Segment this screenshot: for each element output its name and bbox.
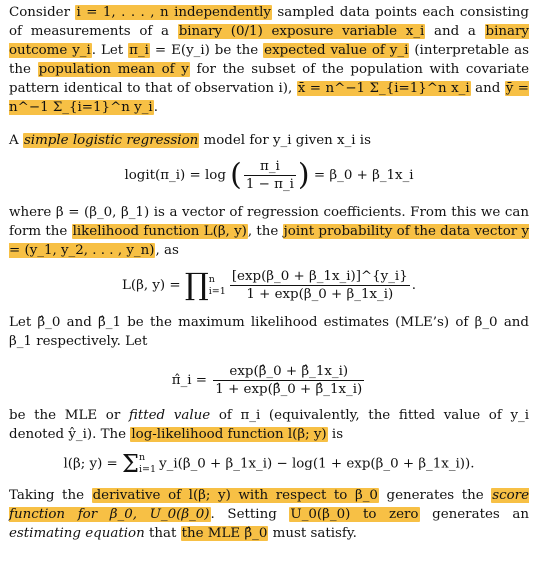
text-run: generates the bbox=[378, 488, 492, 503]
highlighted-phrase: score function for β_0, U_0(β_0) bbox=[9, 488, 530, 522]
eq4-sum-symbol: Σ bbox=[122, 450, 140, 478]
eq1-open-paren: ( bbox=[230, 157, 242, 193]
eq2-fraction bbox=[230, 268, 410, 303]
highlighted-phrase: simple logistic regression bbox=[23, 133, 199, 148]
highlighted-phrase: U_0(β_0) to zero bbox=[290, 507, 419, 522]
eq2-period: . bbox=[411, 278, 417, 293]
equation-fitted-value bbox=[9, 363, 529, 398]
text-run: = E(y_i) be the bbox=[149, 43, 264, 58]
highlighted-phrase: ȳ = n^−1 Σ_{i=1}^n y_i bbox=[9, 81, 530, 115]
text-run: , as bbox=[155, 243, 179, 258]
highlighted-phrase: i = 1, . . . , n independently bbox=[76, 5, 271, 20]
eq4-lower-limit: i=1 bbox=[139, 464, 157, 475]
eq3-lhs: π̂_i = bbox=[171, 373, 208, 388]
text-run: for the subset of the population with covariate pattern identical to that of observation i), bbox=[9, 62, 530, 96]
text-run: where β = (β_0, β_1) is a vector of regression coefficients. From this we can form the bbox=[9, 205, 529, 239]
paragraph-score bbox=[9, 486, 529, 543]
text-run: and bbox=[470, 81, 505, 96]
text-run: generates an bbox=[419, 507, 529, 522]
eq2-lower-limit: i=1 bbox=[208, 285, 226, 297]
text-run: . bbox=[153, 100, 158, 115]
eq2-numerator: [exp(β_0 + β_1x_i)]^{y_i} bbox=[231, 269, 408, 284]
text-run: sampled data points each consisting of measurements of a bbox=[9, 5, 529, 39]
document-body bbox=[9, 3, 529, 543]
highlighted-phrase: expected value of y_i bbox=[264, 43, 409, 58]
text-run: (interpretable as the bbox=[9, 43, 530, 77]
paragraph-mle bbox=[9, 313, 529, 351]
eq1-close-paren: ) bbox=[297, 157, 310, 193]
text-run: Consider bbox=[9, 5, 76, 20]
text-run: that bbox=[144, 526, 181, 541]
eq4-body: y_i(β_0 + β_1x_i) − log(1 + exp(β_0 + β_1x_i)). bbox=[159, 456, 475, 472]
highlighted-phrase: x̄ = n^−1 Σ_{i=1}^n x_i bbox=[297, 81, 470, 96]
highlighted-phrase: derivative of l(β; y) with respect to β_0 bbox=[92, 488, 378, 503]
equation-log-likelihood bbox=[9, 452, 529, 476]
text-run: estimating equation bbox=[9, 526, 145, 541]
paragraph-fitted bbox=[9, 406, 529, 444]
eq2-upper-limit: n bbox=[208, 273, 215, 285]
highlighted-phrase: likelihood function L(β, y) bbox=[72, 224, 247, 239]
paragraph-likelihood bbox=[9, 203, 529, 260]
eq1-fraction bbox=[244, 158, 296, 193]
equation-likelihood bbox=[9, 268, 529, 303]
text-run: Let β̂_0 and β̂_1 be the maximum likelihood estimates (MLE’s) of β_0 and β_1 respectively. Let bbox=[9, 315, 529, 349]
text-run: . Let bbox=[91, 43, 129, 58]
paragraph-definitions bbox=[9, 3, 529, 117]
highlighted-phrase: log-likelihood function l(β; y) bbox=[131, 427, 327, 442]
highlighted-phrase: π_i bbox=[129, 43, 149, 58]
eq1-lhs: logit(π_i) = log bbox=[124, 168, 226, 183]
text-run: , the bbox=[247, 224, 283, 239]
text-run: fitted value bbox=[128, 408, 211, 423]
text-run: model for y_i given x_i is bbox=[199, 133, 371, 148]
text-run: of π_i (equivalently, the fitted value of y_i denoted ŷ_i). The bbox=[9, 408, 530, 442]
eq2-product-symbol: ∏ bbox=[184, 267, 209, 303]
eq3-denominator: 1 + exp(β̂_0 + β̂_1x_i) bbox=[215, 382, 363, 397]
eq1-denominator: 1 − π_i bbox=[245, 177, 294, 192]
text-run: must satisfy. bbox=[268, 526, 357, 541]
eq4-upper-limit: n bbox=[139, 452, 146, 463]
highlighted-phrase: joint probability of the data vector y = (y_1, y_2, . . . , y_n) bbox=[9, 224, 530, 258]
text-run: Taking the bbox=[9, 488, 92, 503]
eq2-denominator: 1 + exp(β_0 + β_1x_i) bbox=[246, 287, 394, 302]
eq1-numerator: π_i bbox=[244, 158, 296, 176]
text-run: and a bbox=[425, 24, 485, 39]
text-run: is bbox=[327, 427, 344, 442]
text-run: . Setting bbox=[210, 507, 290, 522]
eq1-rhs: = β_0 + β_1x_i bbox=[313, 168, 414, 183]
highlighted-phrase: binary (0/1) exposure variable x_i bbox=[178, 24, 425, 39]
text-run: A bbox=[9, 133, 23, 148]
paragraph-model-intro bbox=[9, 131, 529, 150]
eq2-lhs: L(β, y) = bbox=[121, 278, 181, 293]
highlighted-phrase: binary outcome y_i bbox=[9, 24, 529, 58]
highlighted-phrase: the MLE β̂_0 bbox=[181, 526, 268, 541]
equation-logit bbox=[9, 158, 529, 193]
eq4-lhs: l(β; y) = bbox=[63, 456, 118, 472]
text-run: be the MLE or bbox=[9, 408, 129, 423]
eq3-fraction bbox=[213, 363, 364, 398]
highlighted-phrase: population mean of y bbox=[38, 62, 189, 77]
eq3-numerator: exp(β̂_0 + β̂_1x_i) bbox=[213, 363, 364, 381]
